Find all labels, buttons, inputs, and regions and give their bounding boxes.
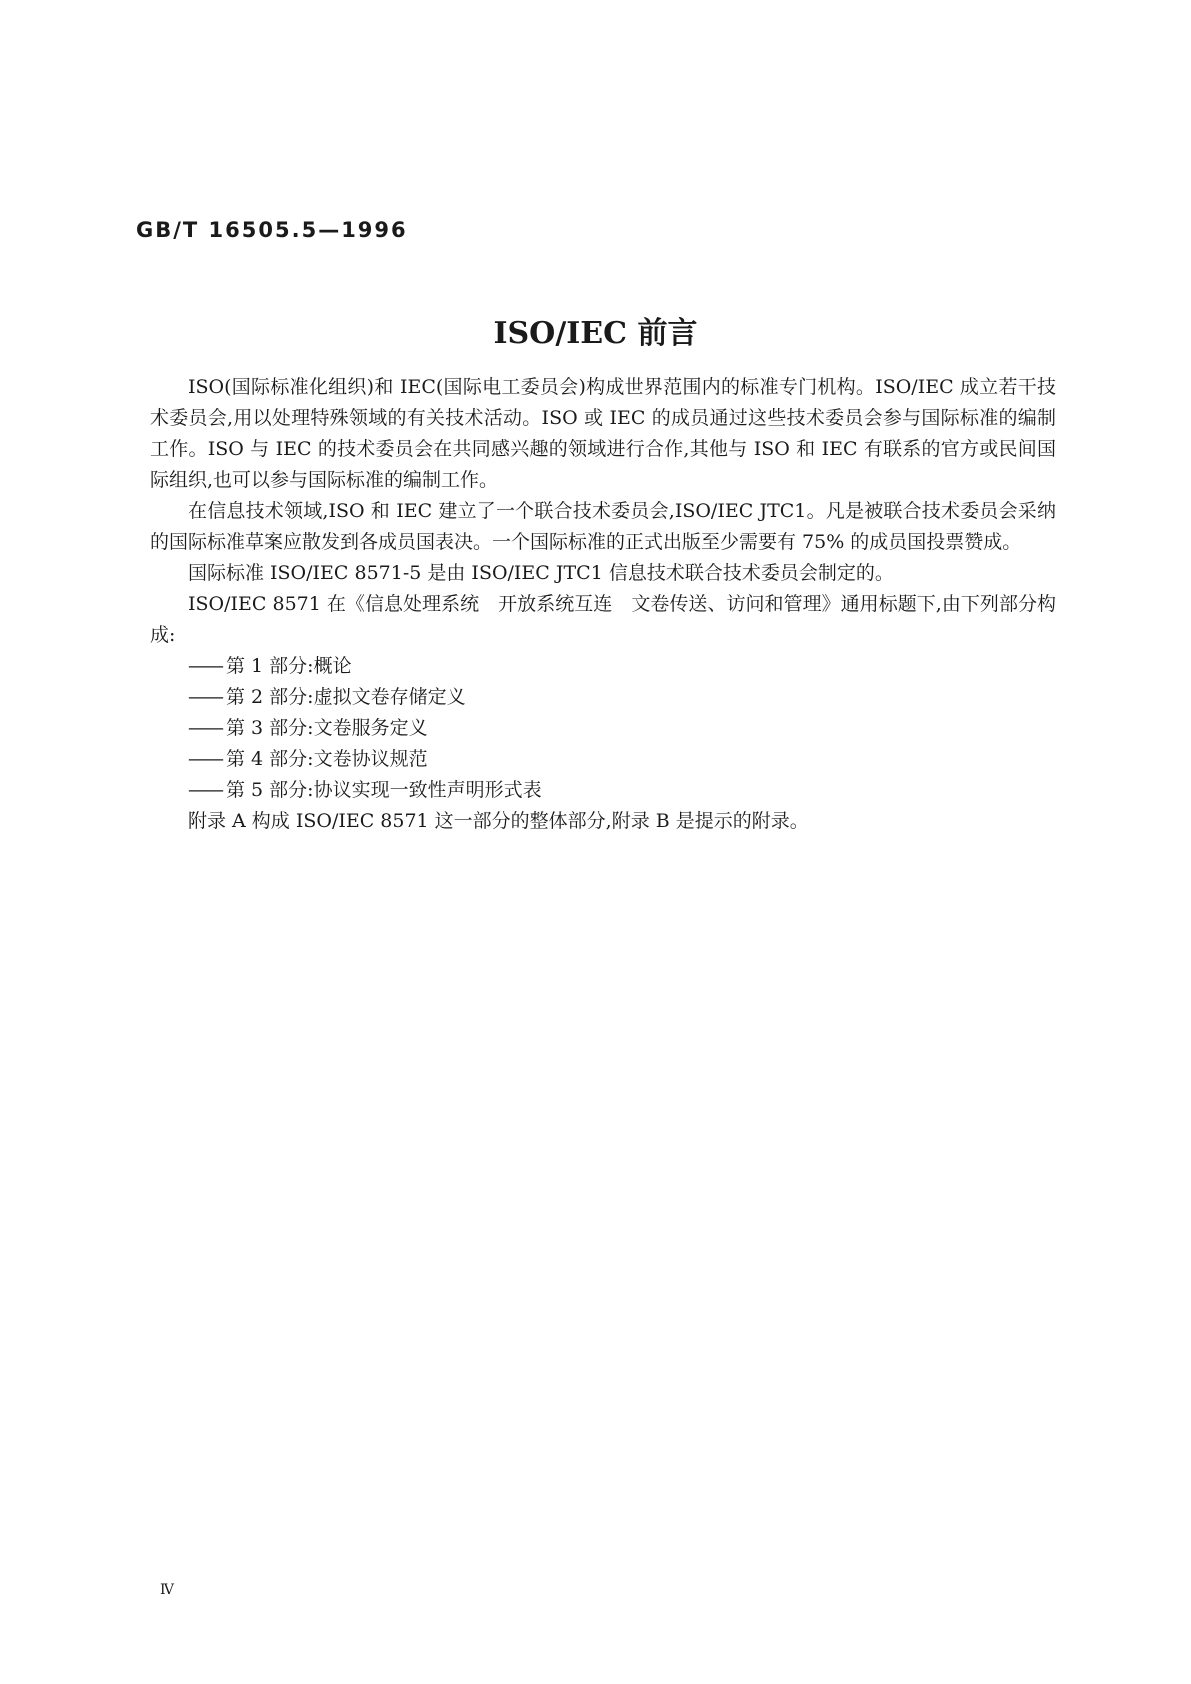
page-title: ISO/IEC 前言	[493, 316, 698, 351]
part-label: 第 2 部分:虚拟文卷存储定义	[226, 686, 466, 708]
list-item	[150, 651, 1056, 682]
part-label: 第 3 部分:文卷服务定义	[226, 717, 428, 739]
dash-marker: ——	[188, 748, 222, 770]
list-item	[150, 775, 1056, 806]
foreword-body	[150, 372, 1056, 837]
paragraph-organizations: ISO(国际标准化组织)和 IEC(国际电工委员会)构成世界范围内的标准专门机构。ISO/IEC 成立若干技术委员会,用以处理特殊领域的有关技术活动。ISO 或 IEC 的成员通过这些技术委员会参与国际标准的编制工作。ISO 与 IEC 的技术委员会在共同感兴趣的领域进行合作,其他与 ISO 和 IEC 有联系的官方或民间国际组织,也可以参与国际标准的编制工作。	[150, 376, 1056, 491]
paragraph-structure: ISO/IEC 8571 在《信息处理系统 开放系统互连 文卷传送、访问和管理》通用标题下,由下列部分构成:	[150, 593, 1056, 646]
page-number: Ⅳ	[160, 1582, 174, 1598]
list-item	[150, 713, 1056, 744]
part-label: 第 5 部分:协议实现一致性声明形式表	[226, 779, 542, 801]
standard-number: GB/T 16505.5—1996	[136, 218, 408, 242]
dash-marker: ——	[188, 779, 222, 801]
list-item	[150, 744, 1056, 775]
dash-marker: ——	[188, 655, 222, 677]
part-label: 第 4 部分:文卷协议规范	[226, 748, 428, 770]
dash-marker: ——	[188, 686, 222, 708]
paragraph-annexes: 附录 A 构成 ISO/IEC 8571 这一部分的整体部分,附录 B 是提示的附录。	[188, 810, 809, 832]
dash-marker: ——	[188, 717, 222, 739]
paragraph-prepared-by: 国际标准 ISO/IEC 8571-5 是由 ISO/IEC JTC1 信息技术联合技术委员会制定的。	[188, 562, 894, 584]
paragraph-jtc1: 在信息技术领域,ISO 和 IEC 建立了一个联合技术委员会,ISO/IEC JTC1。凡是被联合技术委员会采纳的国际标准草案应散发到各成员国表决。一个国际标准的正式出版至少需要有 75% 的成员国投票赞成。	[150, 500, 1056, 553]
parts-list	[150, 651, 1056, 806]
list-item	[150, 682, 1056, 713]
part-label: 第 1 部分:概论	[226, 655, 352, 677]
